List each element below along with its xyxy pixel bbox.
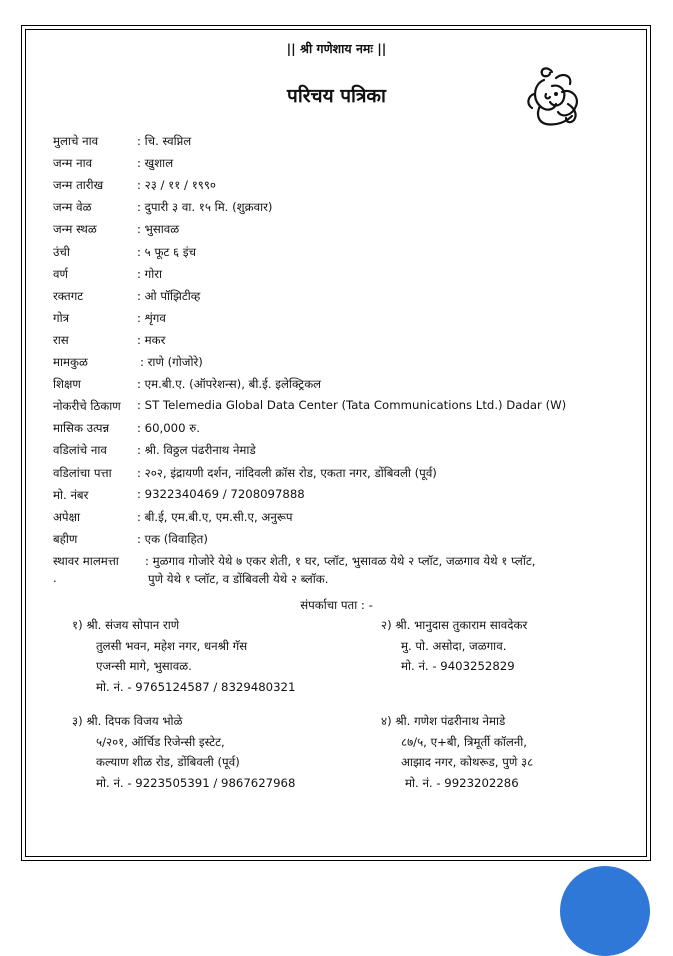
contact-2-phone: मो. नं. - 9403252829 [401,659,515,674]
contact-3 [72,711,295,794]
field-label: जन्म वेळ [53,200,92,215]
field-label: उंची [53,244,70,259]
field-label: स्थावर मालमत्ता [53,553,119,568]
field-value: : ५ फूट ६ इंच [137,244,197,259]
field-value: : भुसावळ [137,222,180,237]
field-value-continuation: पुणे येथे १ प्लॉट, व डोंबिवली येथे २ ब्लॉक. [148,571,329,586]
field-value: : मकर [137,332,166,347]
field-value: : श्री. विठ्ठल पंढरीनाथ नेमाडे [137,443,256,458]
invocation-line: || श्री गणेशाय नमः || [286,41,387,56]
field-value: : 60,000 रु. [137,421,200,436]
field-label: मामकुळ [53,355,88,369]
contact-2 [381,615,527,677]
field-label: मो. नंबर [53,487,89,502]
field-value: : चि. स्वप्निल [137,134,192,148]
field-label: मासिक उत्पन्न [53,421,110,436]
contacts-heading: संपर्काचा पता : - [300,598,373,612]
field-label: गोत्र [53,310,70,325]
field-value: : ST Telemedia Global Data Center (Tata Communications Ltd.) Dadar (W) [137,398,567,413]
contact-4-name: ४) श्री. गणेश पंढरीनाथ नेमाडे [381,714,506,728]
field-value: : 9322340469 / 7208097888 [137,486,305,501]
field-value: : २०२, इंद्रायणी दर्शन, नांदिवली क्रॉस रोड, एकता नगर, डोंबिवली (पूर्व) [137,465,437,480]
field-label: जन्म तारीख [53,178,104,193]
field-label: मुलाचे नाव [53,134,99,148]
contact-1 [72,615,295,698]
field-value: : दुपारी ३ वा. १५ मि. (शुक्रवार) [137,200,273,215]
field-label: वडिलांचे नाव [53,443,107,458]
contact-3-address-line-2: कल्याण शीळ रोड, डोंबिवली (पूर्व) [96,755,240,770]
field-label: वर्ण [53,266,68,281]
contact-1-address-line-1: तुलसी भवन, महेश नगर, धनश्री गॅस [96,638,248,653]
field-label: अपेक्षा [53,509,80,524]
field-value: : गोरा [137,266,163,281]
contact-2-name: २) श्री. भानुदास तुकाराम सावदेकर [381,618,528,632]
contact-1-name: १) श्री. संजय सोपान राणे [72,618,180,632]
contact-2-address-line-1: मु. पो. असोदा, जळगाव. [401,638,507,653]
contact-4-address-line-1: ८७/५, ए+बी, त्रिमूर्ती कॉलनी, [401,734,528,749]
field-label: वडिलांचा पत्ता [53,465,112,480]
contact-3-name: ३) श्री. दिपक विजय भोळे [72,714,183,728]
contact-1-phone: मो. नं. - 9765124587 / 8329480321 [96,680,296,695]
field-value: : खुशाल [137,156,174,171]
field-label: जन्म नाव [53,156,93,171]
contact-3-phone: मो. नं. - 9223505391 / 9867627968 [96,776,296,791]
field-label: बहीण [53,531,78,546]
ganesha-icon [522,64,588,130]
field-value: : एम.बी.ए. (ऑपरेशन्स), बी.ई. इलेक्ट्रिकल [137,377,322,392]
field-continuation-mark: . [53,570,57,585]
field-value: : शृंगव [137,310,166,325]
field-label: शिक्षण [53,377,81,392]
floating-action-circle [560,866,650,956]
field-label: रक्तगट [53,288,84,303]
contact-4-phone: मो. नं. - 9923202286 [405,776,519,791]
field-label: नोकरीचे ठिकाण [53,399,121,414]
page-title: परिचय पत्रिका [287,85,386,107]
field-value: : ओ पॉझिटीव्ह [137,288,201,303]
field-value: : बी.ई, एम.बी.ए, एम.सी.ए, अनुरूप [137,509,293,524]
contact-1-address-line-2: एजन्सी मागे, भुसावळ. [96,659,192,674]
field-label: जन्म स्थळ [53,222,97,237]
field-value: : २३ / ११ / १९९० [137,178,217,193]
field-value: : एक (विवाहित) [137,531,208,546]
contact-4 [381,711,533,794]
field-value: : मुळगाव गोजोरे येथे ७ एकर शेती, १ घर, प्लॉट, भुसावळ येथे २ प्लॉट, जळगाव येथे १ प्लॉट, [145,553,536,568]
field-label: रास [53,332,69,347]
contact-4-address-line-2: आझाद नगर, कोथरूड, पुणे ३८ [401,755,534,770]
field-value: : राणे (गोजोरे) [140,355,203,369]
contact-3-address-line-1: ५/२०१, ऑर्चिड रिजेन्सी इस्टेट, [96,734,225,749]
